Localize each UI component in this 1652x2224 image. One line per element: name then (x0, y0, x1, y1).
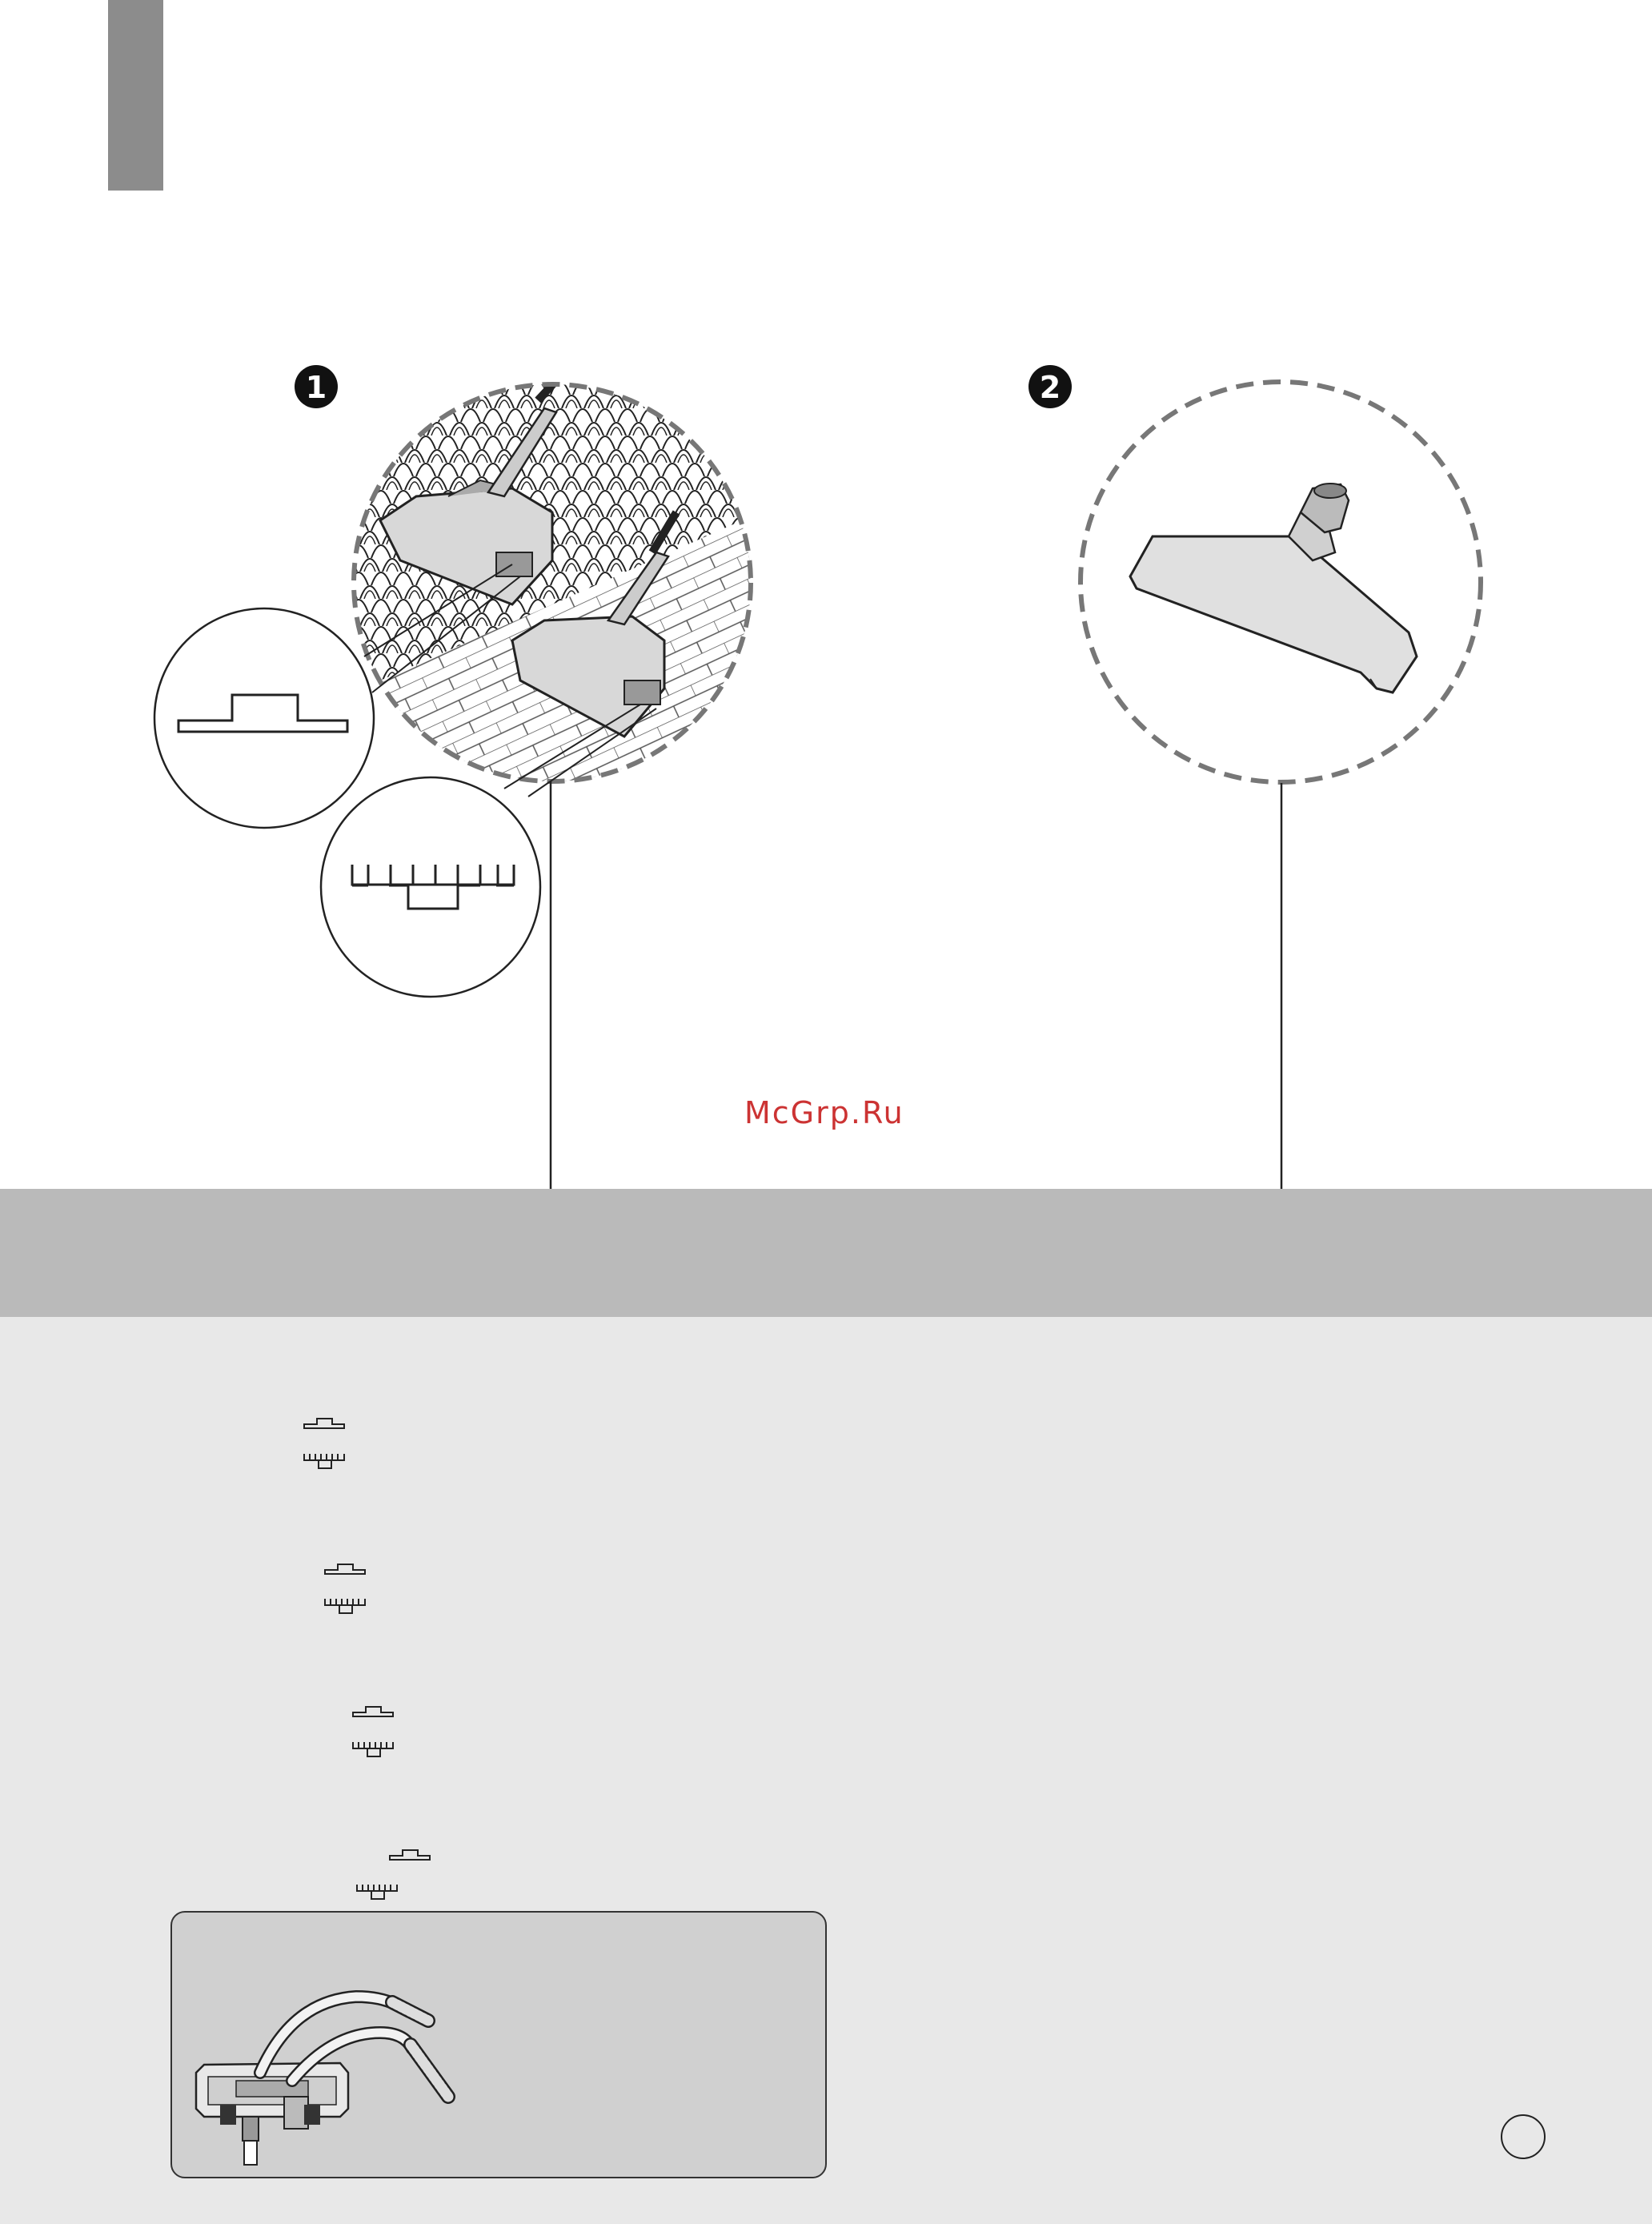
floor-mode-icon (351, 1704, 395, 1720)
carpet-mode-icon (303, 1451, 347, 1473)
floor-mode-icon (303, 1415, 347, 1431)
header-band (0, 1189, 1652, 1317)
page-number-badge (1501, 2114, 1546, 2159)
carpet-mode-icon (351, 1739, 395, 1761)
watermark-text: McGrp.Ru (744, 1095, 904, 1130)
floor-mode-icon (323, 1561, 367, 1577)
step-2-badge (1028, 365, 1072, 408)
step-2-number: 2 (1039, 370, 1061, 405)
hose-and-cleaner-icon (172, 1913, 827, 2178)
parquet-brush-icon (1081, 382, 1481, 1189)
tip-box (170, 1911, 827, 2178)
carpet-mode-icon (355, 1881, 399, 1904)
floor-brush-carpet-and-floor-icon (154, 376, 760, 1189)
step-1-number: 1 (305, 370, 327, 405)
step-1-badge (295, 365, 338, 408)
floor-mode-icon (388, 1847, 432, 1863)
carpet-mode-icon (323, 1596, 367, 1618)
